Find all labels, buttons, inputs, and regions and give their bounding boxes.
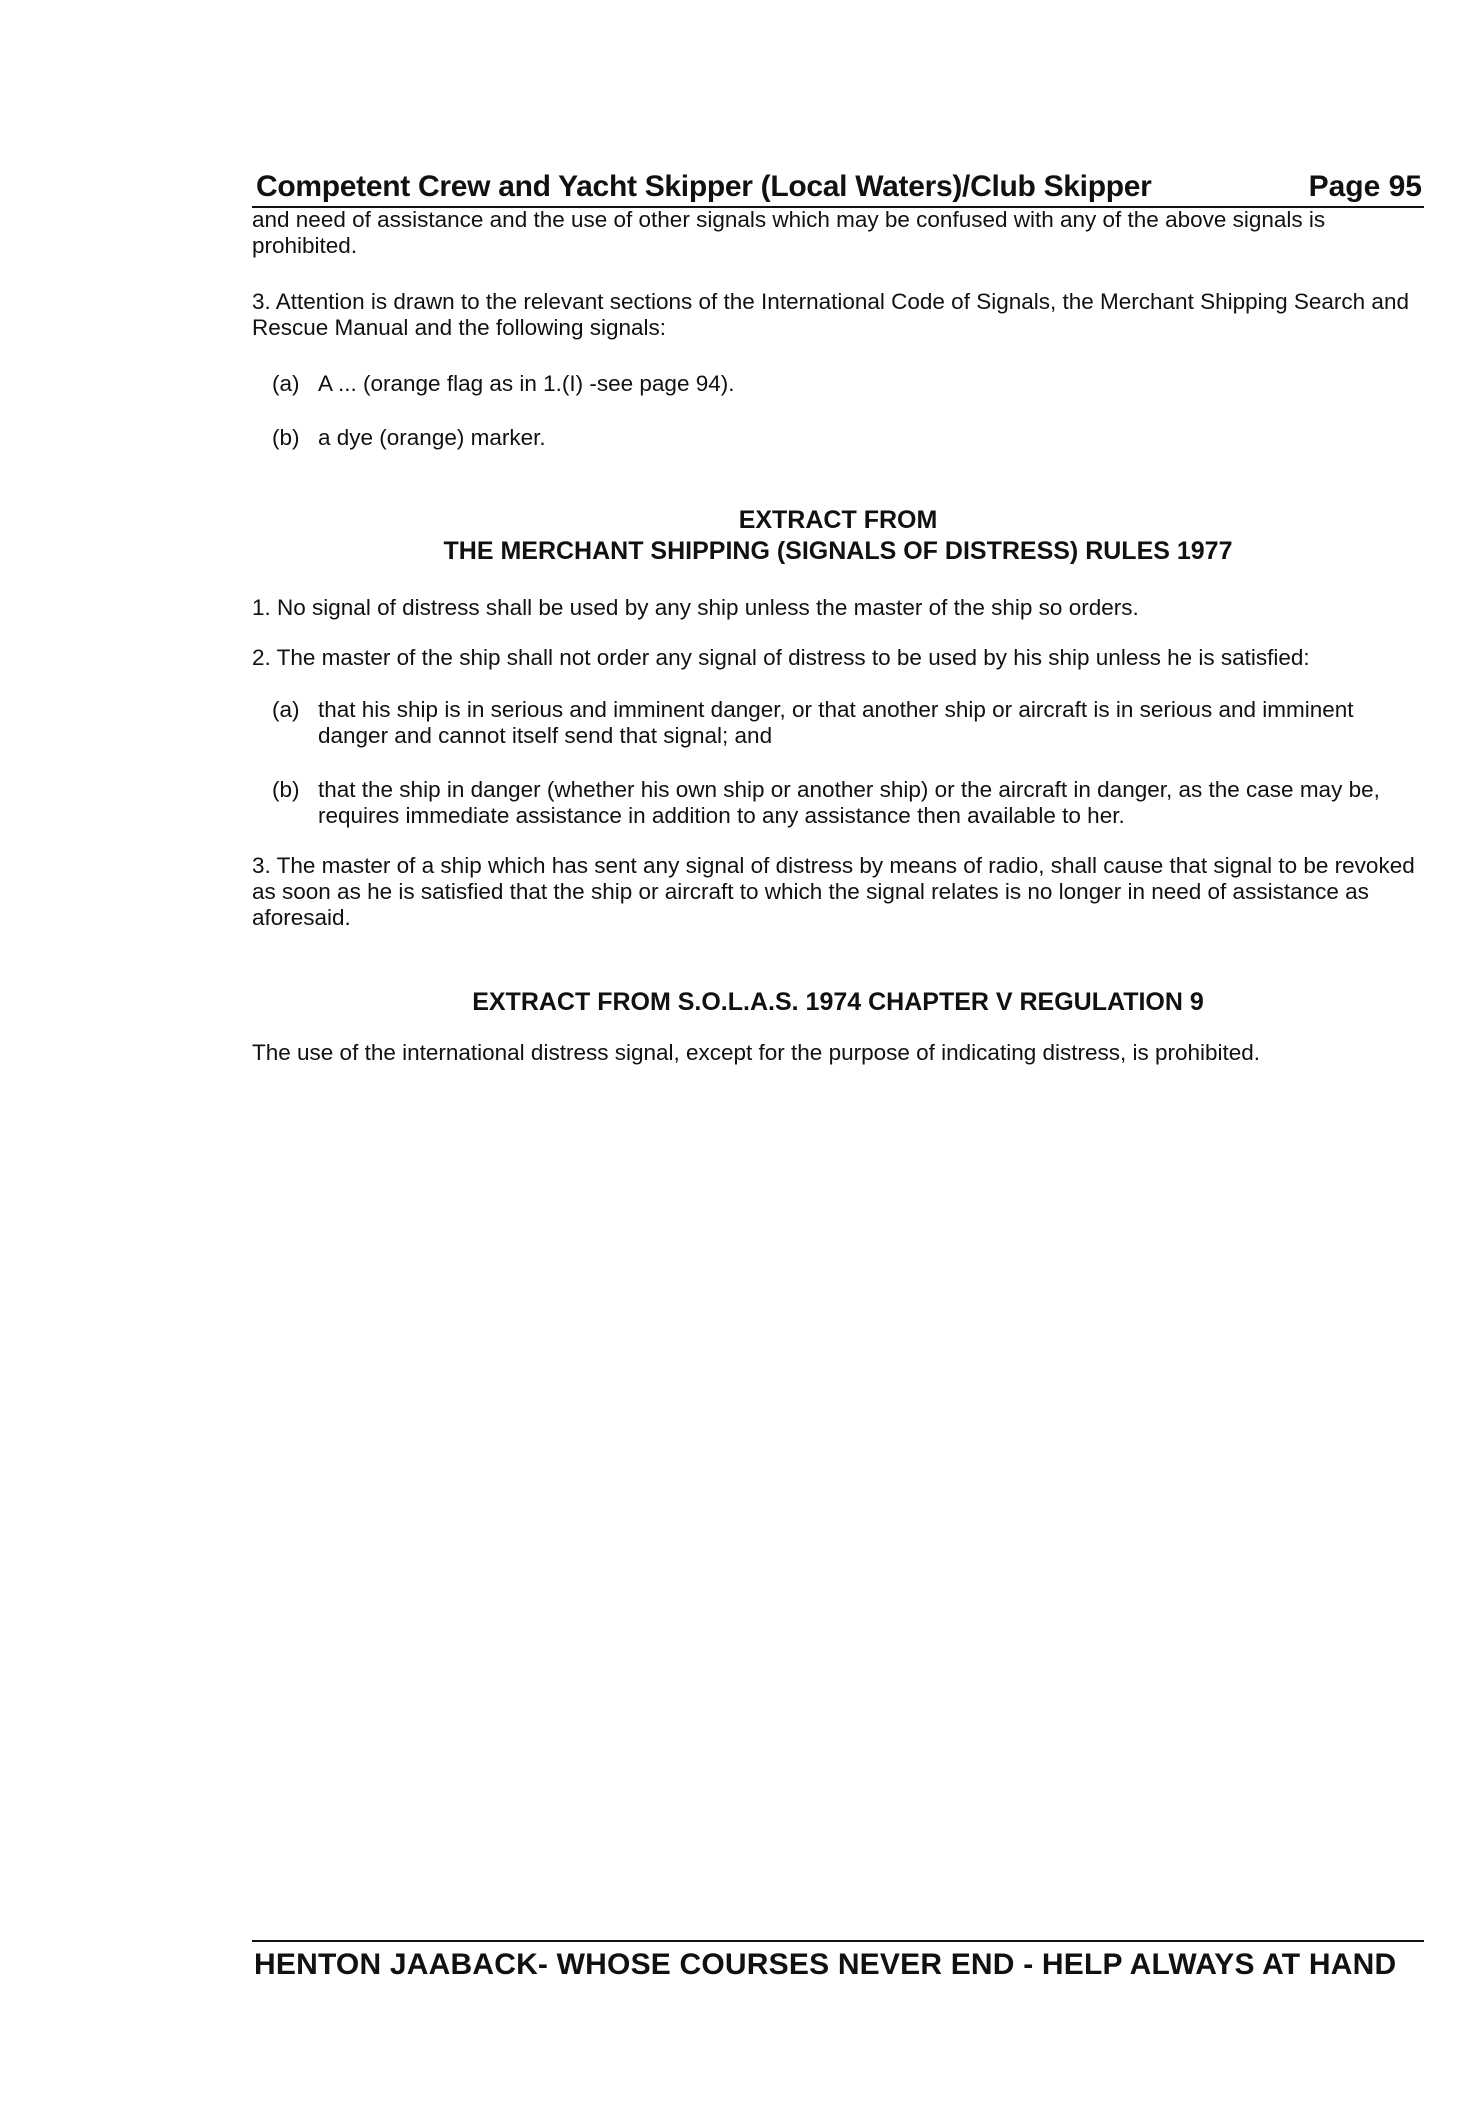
continuation-paragraph: and need of assistance and the use of other signals which may be confused with any of the above signals is prohibited. [252,207,1326,258]
list-item-a [272,371,1424,397]
merchant-heading-line-1: EXTRACT FROM [738,506,938,534]
list-item-text: that the ship in danger (whether his own ship or another ship) or the aircraft in danger, as the case may be, requires immediate assistance in addition to any assistance then available to her. [318,777,1380,828]
header-title: Competent Crew and Yacht Skipper (Local Waters)/Club Skipper [256,170,1152,203]
rule-2-item-a [272,697,1424,749]
merchant-extract-heading [252,505,1424,567]
list-item-text: A ... (orange flag as in 1.(I) -see page 94). [318,371,735,396]
list-item-label: (a) [272,371,300,396]
footer-slogan: HENTON JAABACK- WHOSE COURSES NEVER END - HELP ALWAYS AT HAND [254,1948,1397,1981]
list-item-label: (b) [272,425,300,450]
solas-extract-text: The use of the international distress signal, except for the purpose of indicating distress, is prohibited. [252,1040,1261,1065]
solas-extract-heading: EXTRACT FROM S.O.L.A.S. 1974 CHAPTER V REGULATION 9 [472,988,1204,1016]
list-item-text: that his ship is in serious and imminent danger, or that another ship or aircraft is in serious and imminent danger and cannot itself send that signal; and [318,697,1354,748]
rule-2: 2. The master of the ship shall not order any signal of distress to be used by his ship unless he is satisfied: [252,645,1310,670]
list-item-label: (b) [272,777,300,802]
list-item-label: (a) [272,697,300,722]
merchant-heading-line-2: THE MERCHANT SHIPPING (SIGNALS OF DISTRESS) RULES 1977 [443,537,1233,565]
paragraph-3: 3. Attention is drawn to the relevant sections of the International Code of Signals, the Merchant Shipping Search and Rescue Manual and the following signals: [252,289,1409,340]
page-number: Page 95 [1308,170,1422,203]
list-item-text: a dye (orange) marker. [318,425,546,450]
rule-1: 1. No signal of distress shall be used by any ship unless the master of the ship so orders. [252,595,1139,620]
rule-3: 3. The master of a ship which has sent any signal of distress by means of radio, shall cause that signal to be revoked as soon as he is satisfied that the ship or aircraft to which the signal relates is no longer in need of assistance as aforesaid. [252,853,1415,930]
rule-2-item-b [272,777,1424,829]
page-content [252,207,1424,1066]
page-footer [252,1940,1424,1982]
list-item-b [272,425,1424,451]
page-header [252,160,1424,208]
